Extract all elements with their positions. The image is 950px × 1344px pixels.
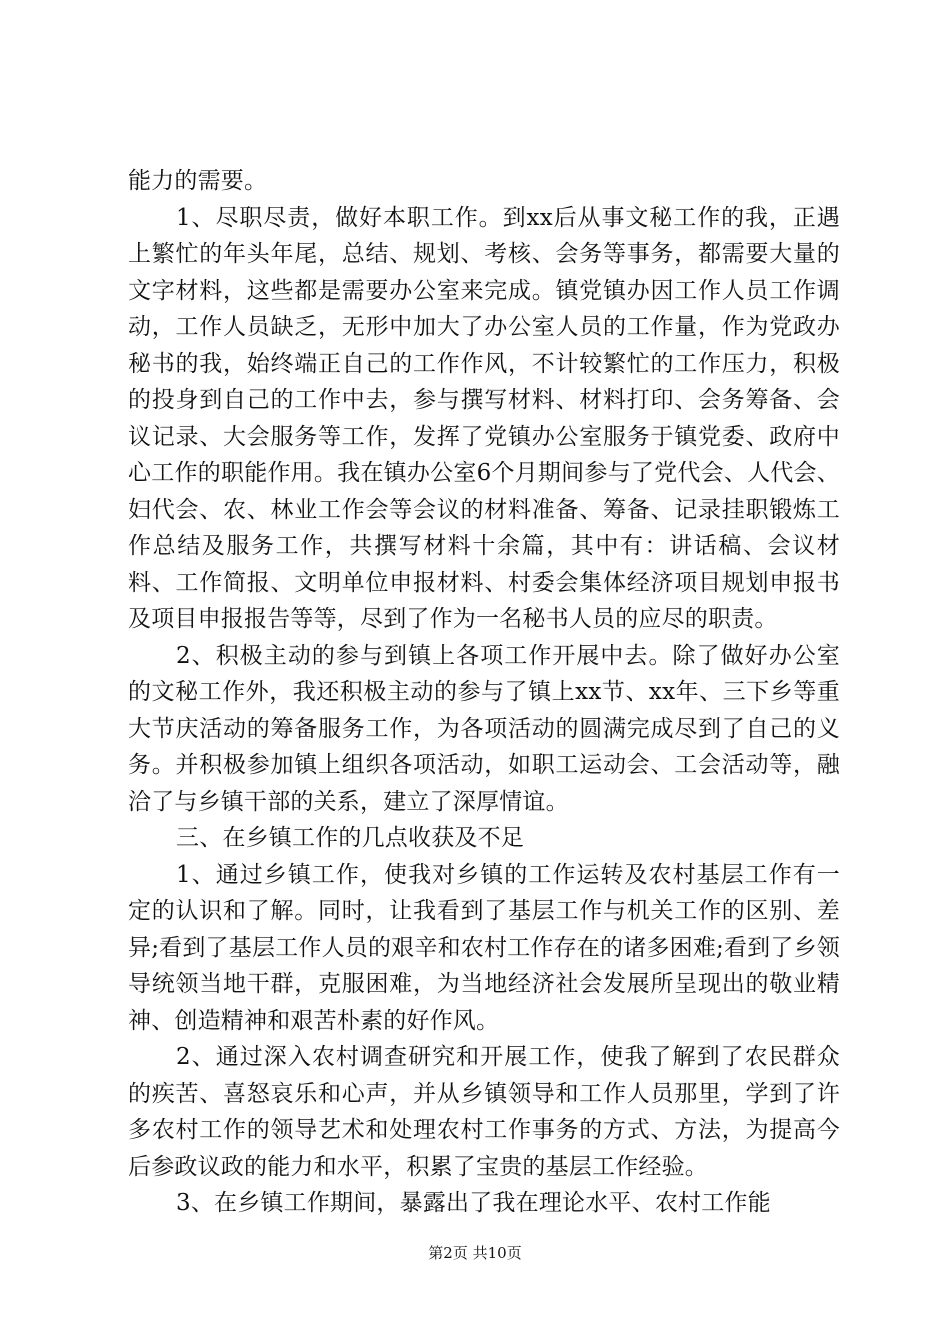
page-number-footer: 第2页 共10页 [428,1244,522,1262]
paragraph-continuation: 能力的需要。 [128,168,268,194]
paragraph-gain-1: 1、通过乡镇工作，使我对乡镇的工作运转及农村基层工作有一定的认识和了解。同时，让我看到了基层工作与机关工作的区别、差异;看到了基层工作人员的艰辛和农村工作存在的诸多困难;看到了乡领导统领当地干群，克服困难，为当地经济社会发展所呈现出的敬业精神、创造精神和艰苦朴素的好作风。 [128,861,840,1034]
document-body [128,163,840,1222]
paragraph-item-2-participation: 2、积极主动的参与到镇上各项工作开展中去。除了做好办公室的文秘工作外，我还积极主动的参与了镇上xx节、xx年、三下乡等重大节庆活动的筹备服务工作，为各项活动的圆满完成尽到了自己的义务。并积极参加镇上组织各项活动，如职工运动会、工会活动等，融洽了与乡镇干部的关系，建立了深厚情谊。 [128,642,840,815]
section-heading-gains-and-shortcomings: 三、在乡镇工作的几点收获及不足 [176,825,524,851]
paragraph-shortcoming-3: 3、在乡镇工作期间，暴露出了我在理论水平、农村工作能 [176,1190,771,1216]
paragraph-gain-2: 2、通过深入农村调查研究和开展工作，使我了解到了农民群众的疾苦、喜怒哀乐和心声，并从乡镇领导和工作人员那里，学到了许多农村工作的领导艺术和处理农村工作事务的方式、方法，为提高今后参政议政的能力和水平，积累了宝贵的基层工作经验。 [128,1044,840,1180]
paragraph-item-1-duties: 1、尽职尽责，做好本职工作。到xx后从事文秘工作的我，正遇上繁忙的年头年尾，总结、规划、考核、会务等事务，都需要大量的文字材料，这些都是需要办公室来完成。镇党镇办因工作人员工作调动，工作人员缺乏，无形中加大了办公室人员的工作量，作为党政办秘书的我，始终端正自己的工作作风，不计较繁忙的工作压力，积极的投身到自己的工作中去，参与撰写材料、材料打印、会务筹备、会议记录、大会服务等工作，发挥了党镇办公室服务于镇党委、政府中心工作的职能作用。我在镇办公室6个月期间参与了党代会、人代会、妇代会、农、林业工作会等会议的材料准备、筹备、记录挂职锻炼工作总结及服务工作，共撰写材料十余篇，其中有：讲话稿、会议材料、工作简报、文明单位申报材料、村委会集体经济项目规划申报书及项目申报报告等等，尽到了作为一名秘书人员的应尽的职责。 [128,204,840,632]
